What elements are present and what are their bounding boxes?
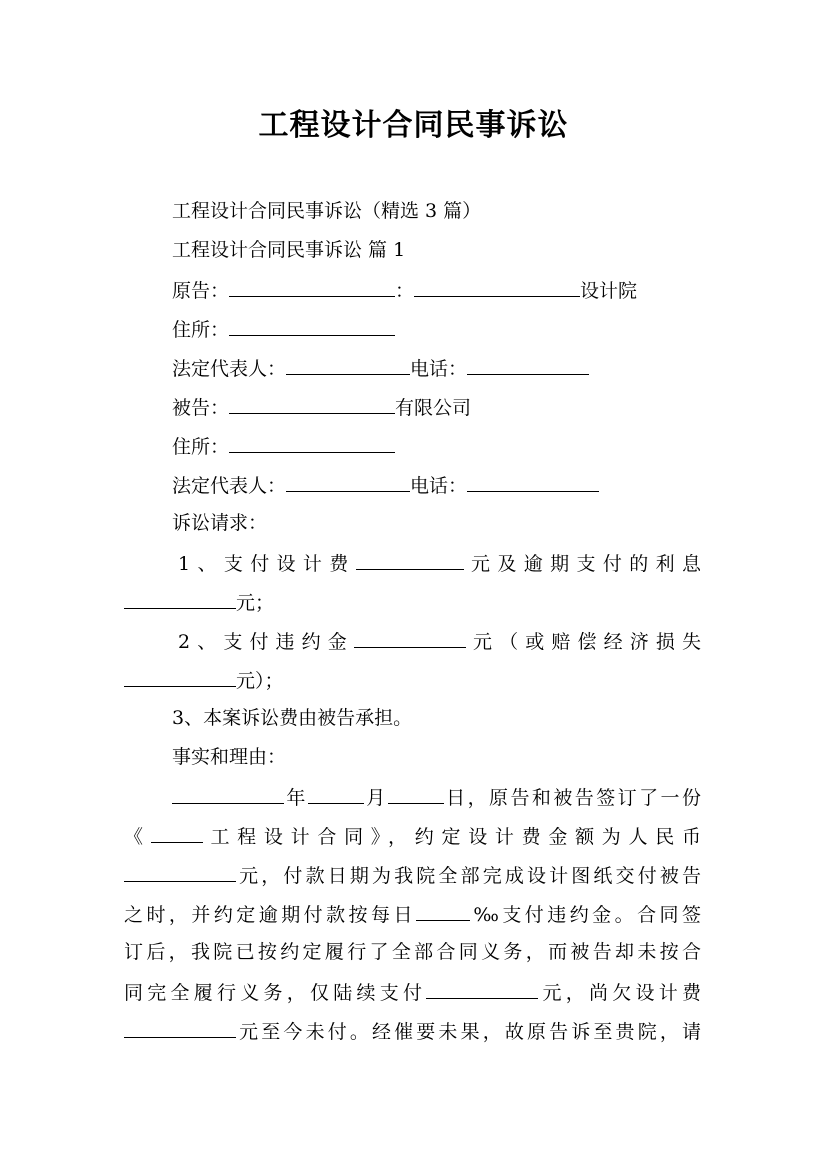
- claim-2-text-b: 元（或赔偿经济损失: [465, 631, 701, 653]
- claim-1-text-b: 元及逾期支付的利息: [463, 553, 701, 575]
- address-label: 住所：: [172, 319, 230, 341]
- claim-2-text-c: 元）；: [236, 670, 284, 692]
- plaintiff-line: [172, 276, 637, 304]
- plaintiff-colon: ：: [395, 280, 415, 302]
- facts-unpaid: 元至今未付。经催要未果，故原告诉至贵院，请: [236, 1021, 701, 1043]
- defendant-label: 被告：: [172, 397, 230, 419]
- facts-penalty-a: 之时，并约定逾期付款按每日: [124, 904, 416, 926]
- phone-label: 电话：: [410, 358, 468, 380]
- blank-field: [124, 861, 236, 882]
- blank-field: [229, 276, 395, 297]
- blank-field: [286, 471, 410, 492]
- facts-payment-date: 元，付款日期为我院全部完成设计图纸交付被告: [236, 865, 701, 887]
- claim-1-line-1: [124, 549, 701, 577]
- blank-field: [308, 783, 364, 804]
- facts-line-4: [124, 900, 701, 928]
- plaintiff-suffix: 设计院: [580, 280, 638, 302]
- blank-field: [467, 354, 589, 375]
- address-line: [172, 315, 395, 343]
- blank-field: [467, 471, 599, 492]
- facts-heading: 事实和理由：: [172, 746, 287, 768]
- blank-field: [124, 588, 236, 609]
- claim-2-line-1: [124, 627, 701, 655]
- blank-field: [286, 354, 410, 375]
- facts-contract: 工程设计合同》，约定设计费金额为人民币: [202, 826, 701, 848]
- facts-line-7: [124, 1017, 701, 1045]
- facts-day: 日，原告和被告签订了一份: [443, 787, 701, 809]
- facts-line-6: [124, 978, 701, 1006]
- claim-2-line-2: [124, 666, 701, 694]
- facts-paid-a: 同完全履行义务，仅陆续支付: [124, 982, 427, 1004]
- claim-2-text-a: 2、支付违约金: [178, 631, 354, 653]
- blank-field: [124, 666, 236, 687]
- document-title: 工程设计合同民事诉讼: [258, 108, 569, 143]
- blank-field: [356, 549, 464, 570]
- blank-field: [229, 393, 395, 414]
- claim-3: 3、本案诉讼费由被告承担。: [172, 707, 413, 729]
- defendant-line: [172, 393, 471, 421]
- facts-year: 年: [284, 787, 308, 809]
- facts-line-3: [124, 861, 701, 889]
- blank-field: [416, 900, 470, 921]
- blank-field: [388, 783, 444, 804]
- blank-field: [124, 1017, 236, 1038]
- facts-bracket: 《: [124, 826, 151, 848]
- claims-heading: 诉讼请求：: [172, 512, 268, 534]
- facts-penalty-b: ‰支付违约金。合同签: [469, 904, 701, 926]
- defendant-suffix: 有限公司: [395, 397, 472, 419]
- legal-rep-line-2: [172, 471, 599, 499]
- legal-rep-line: [172, 354, 589, 382]
- section-heading: 工程设计合同民事诉讼 篇 1: [172, 239, 406, 261]
- blank-field: [151, 822, 203, 843]
- facts-month: 月: [363, 787, 388, 809]
- address-label-2: 住所：: [172, 436, 230, 458]
- phone-label-2: 电话：: [410, 475, 468, 497]
- blank-field: [229, 432, 395, 453]
- claim-1-line-2: [124, 588, 701, 616]
- facts-line-5: 订后，我院已按约定履行了全部合同义务，而被告却未按合: [124, 941, 701, 963]
- blank-field: [414, 276, 580, 297]
- blank-field: [426, 978, 538, 999]
- facts-line-1: [124, 783, 701, 811]
- claim-1-text-c: 元；: [236, 592, 275, 614]
- plaintiff-label: 原告：: [172, 280, 230, 302]
- blank-field: [229, 315, 395, 336]
- claim-1-text-a: 1、支付设计费: [178, 553, 356, 575]
- address-line-2: [172, 432, 395, 460]
- facts-paid-b: 元，尚欠设计费: [538, 982, 701, 1004]
- blank-field: [354, 627, 466, 648]
- subtitle-line: 工程设计合同民事诉讼（精选 3 篇）: [172, 200, 482, 222]
- legal-rep-label-2: 法定代表人：: [172, 475, 287, 497]
- blank-field: [172, 783, 284, 804]
- facts-line-2: [124, 822, 701, 850]
- legal-rep-label: 法定代表人：: [172, 358, 287, 380]
